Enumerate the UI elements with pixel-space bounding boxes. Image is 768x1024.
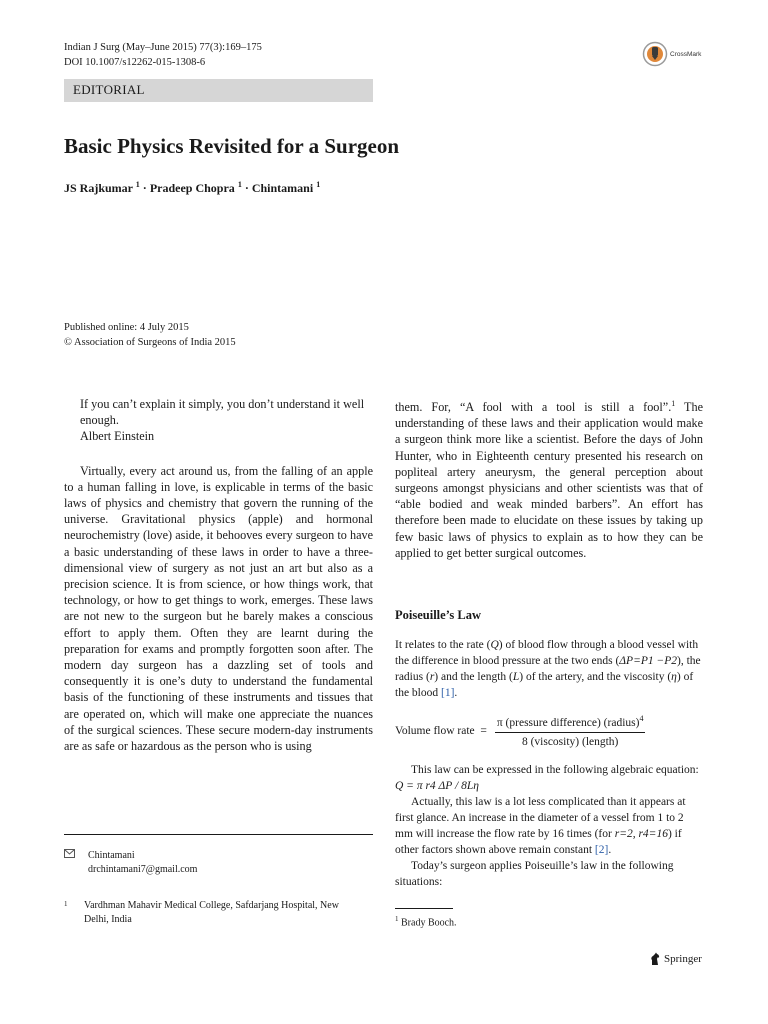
body-paragraph bbox=[395, 396, 703, 561]
continuation-text: them. For, “A fool with a tool is still a fool”. bbox=[395, 400, 672, 415]
text-run: It relates to the rate ( bbox=[395, 639, 491, 652]
affiliation-text: Vardhman Mahavir Medical College, Safdarjang Hospital, New Delhi, India bbox=[84, 900, 339, 925]
author-separator: · bbox=[241, 181, 252, 195]
affiliation-number: 1 bbox=[64, 900, 68, 908]
footnote-number: 1 bbox=[395, 915, 399, 923]
publication-info bbox=[64, 320, 236, 350]
author-name[interactable]: JS Rajkumar bbox=[64, 181, 133, 195]
author-affiliation-mark: 1 bbox=[135, 180, 140, 189]
springer-horse-icon bbox=[649, 952, 661, 966]
contact-footnote bbox=[64, 849, 373, 877]
math-symbol: r bbox=[429, 671, 435, 684]
citation-link[interactable]: [2] bbox=[594, 844, 609, 857]
text-run: . bbox=[454, 687, 458, 700]
epigraph bbox=[80, 396, 373, 445]
body-paragraph: Today’s surgeon applies Poiseuille’s law in the following situations: bbox=[395, 860, 674, 889]
math-symbol: Q bbox=[490, 639, 499, 652]
section-label: EDITORIAL bbox=[73, 82, 145, 97]
equation-label: Volume flow rate = bbox=[395, 724, 487, 737]
body-paragraph bbox=[395, 637, 703, 701]
crossmark-label: CrossMark bbox=[670, 51, 702, 58]
journal-citation bbox=[64, 40, 262, 70]
left-column bbox=[64, 396, 373, 754]
footnote-mark[interactable]: 1 bbox=[671, 399, 676, 408]
text-run: ), the radius ( bbox=[395, 655, 701, 684]
text-footnote bbox=[395, 912, 457, 930]
journal-line: Indian J Surg (May–June 2015) 77(3):169–175 bbox=[64, 42, 262, 53]
body-paragraph: Virtually, every act around us, from the falling of an apple to a human falling in love, is explicable in terms of the basic laws of physics and chemistry that govern the running of the universe. Gravitational physics (apple) and hormonal neurochemistry (love) aside, it behooves every surgeon to have a basic understanding of these laws in order to have a three-dimensional view of surgery as not just an art but also as a precision science. It is from science, or how things work, that technology, or how to get things to work, emerges. These laws are not new to the surgeon but he barely makes a conscious effort to apply them. Often they are learnt during the preparation for exams and promptly forgotten soon after. The modern day surgeon has a dazzling set of tools and consequently it is one’s duty to understand the fundamental basis of the functioning of these instruments and tissues that are operated on, which will make one appreciate the nuances of the surgical sciences. These secure modern-day instruments are as safe or hazardous as the person who is using bbox=[64, 463, 373, 754]
text-run: This law can be expressed in the following algebraic equation: bbox=[411, 764, 699, 777]
article-title: Basic Physics Revisited for a Surgeon bbox=[64, 134, 400, 158]
body-paragraph bbox=[395, 794, 703, 858]
text-run: ) and the length ( bbox=[434, 671, 513, 684]
equation-denominator: 8 (viscosity) (length) bbox=[521, 736, 619, 749]
envelope-icon bbox=[64, 849, 75, 863]
text-run: ) of blood flow through a blood vessel with the difference in blood pressure at the two ends ( bbox=[395, 639, 699, 668]
contact-name: Chintamani bbox=[88, 850, 135, 861]
math-expression: ΔP=P1 −P2 bbox=[619, 655, 678, 668]
epigraph-attribution: Albert Einstein bbox=[80, 429, 155, 444]
math-expression: r=2, r4=16 bbox=[614, 828, 668, 841]
math-symbol: η bbox=[671, 671, 677, 684]
math-expression: Q = π r4 ΔP / 8Lη bbox=[395, 780, 479, 793]
equation-numerator bbox=[495, 711, 646, 733]
citation-link[interactable]: [1] bbox=[441, 687, 455, 700]
author-separator: · bbox=[139, 181, 150, 195]
section-heading: Poiseuille’s Law bbox=[395, 608, 481, 623]
text-run: Actually, this law is a lot less complicated than it appears at first glance. An increase in the diameter of a vessel from 1 to 2 mm will increase the flow rate by 16 times (for bbox=[395, 796, 686, 841]
doi-line: DOI 10.1007/s12262-015-1308-6 bbox=[64, 57, 206, 68]
publisher-name: Springer bbox=[664, 953, 702, 965]
affiliation-footnote bbox=[64, 899, 364, 927]
copyright-line: © Association of Surgeons of India 2015 bbox=[64, 337, 236, 348]
crossmark-icon bbox=[642, 41, 668, 67]
epigraph-text: If you can’t explain it simply, you don’t understand it well enough. bbox=[80, 397, 365, 428]
body-paragraph bbox=[395, 762, 703, 794]
text-run: . bbox=[608, 844, 612, 857]
section-body bbox=[395, 637, 703, 890]
section-label-band bbox=[64, 79, 373, 102]
equation-volume-flow-rate bbox=[395, 711, 703, 750]
equation-fraction bbox=[495, 711, 646, 750]
publisher-logo bbox=[649, 952, 702, 966]
contact-email[interactable]: drchintamani7@gmail.com bbox=[88, 864, 198, 875]
exponent: 4 bbox=[639, 714, 644, 724]
right-column bbox=[395, 396, 703, 890]
author-name[interactable]: Chintamani bbox=[251, 181, 314, 195]
author-affiliation-mark: 1 bbox=[237, 180, 242, 189]
author-name[interactable]: Pradeep Chopra bbox=[149, 181, 235, 195]
numerator-text: π (pressure difference) (radius) bbox=[496, 717, 640, 730]
footnote-divider bbox=[395, 908, 453, 909]
footnote-text: Brady Booch. bbox=[401, 917, 457, 929]
author-affiliation-mark: 1 bbox=[316, 180, 321, 189]
continuation-text: The understanding of these laws and their application would make a surgeon think more like a scientist. Before the days of John Hunter, who in Eighteenth century presented his research on popliteal artery aneurysm, the general perception about surgeons amongst physicians and other scientists was that of “able bodied and weak minded barbers”. An effort has therefore been made to elucidate on these issues by taking up few basic laws of physics to explain as to how they can be applied to get better surgical outcomes. bbox=[395, 400, 703, 560]
text-run: ) if other factors shown above remain constant bbox=[395, 828, 682, 857]
crossmark-badge[interactable] bbox=[642, 41, 702, 69]
published-date: Published online: 4 July 2015 bbox=[64, 322, 189, 333]
text-run: ) of the blood bbox=[395, 671, 694, 700]
author-list bbox=[64, 180, 320, 196]
footnote-divider bbox=[64, 834, 373, 835]
text-run: ) of the artery, and the viscosity ( bbox=[519, 671, 672, 684]
math-symbol: L bbox=[512, 671, 520, 684]
